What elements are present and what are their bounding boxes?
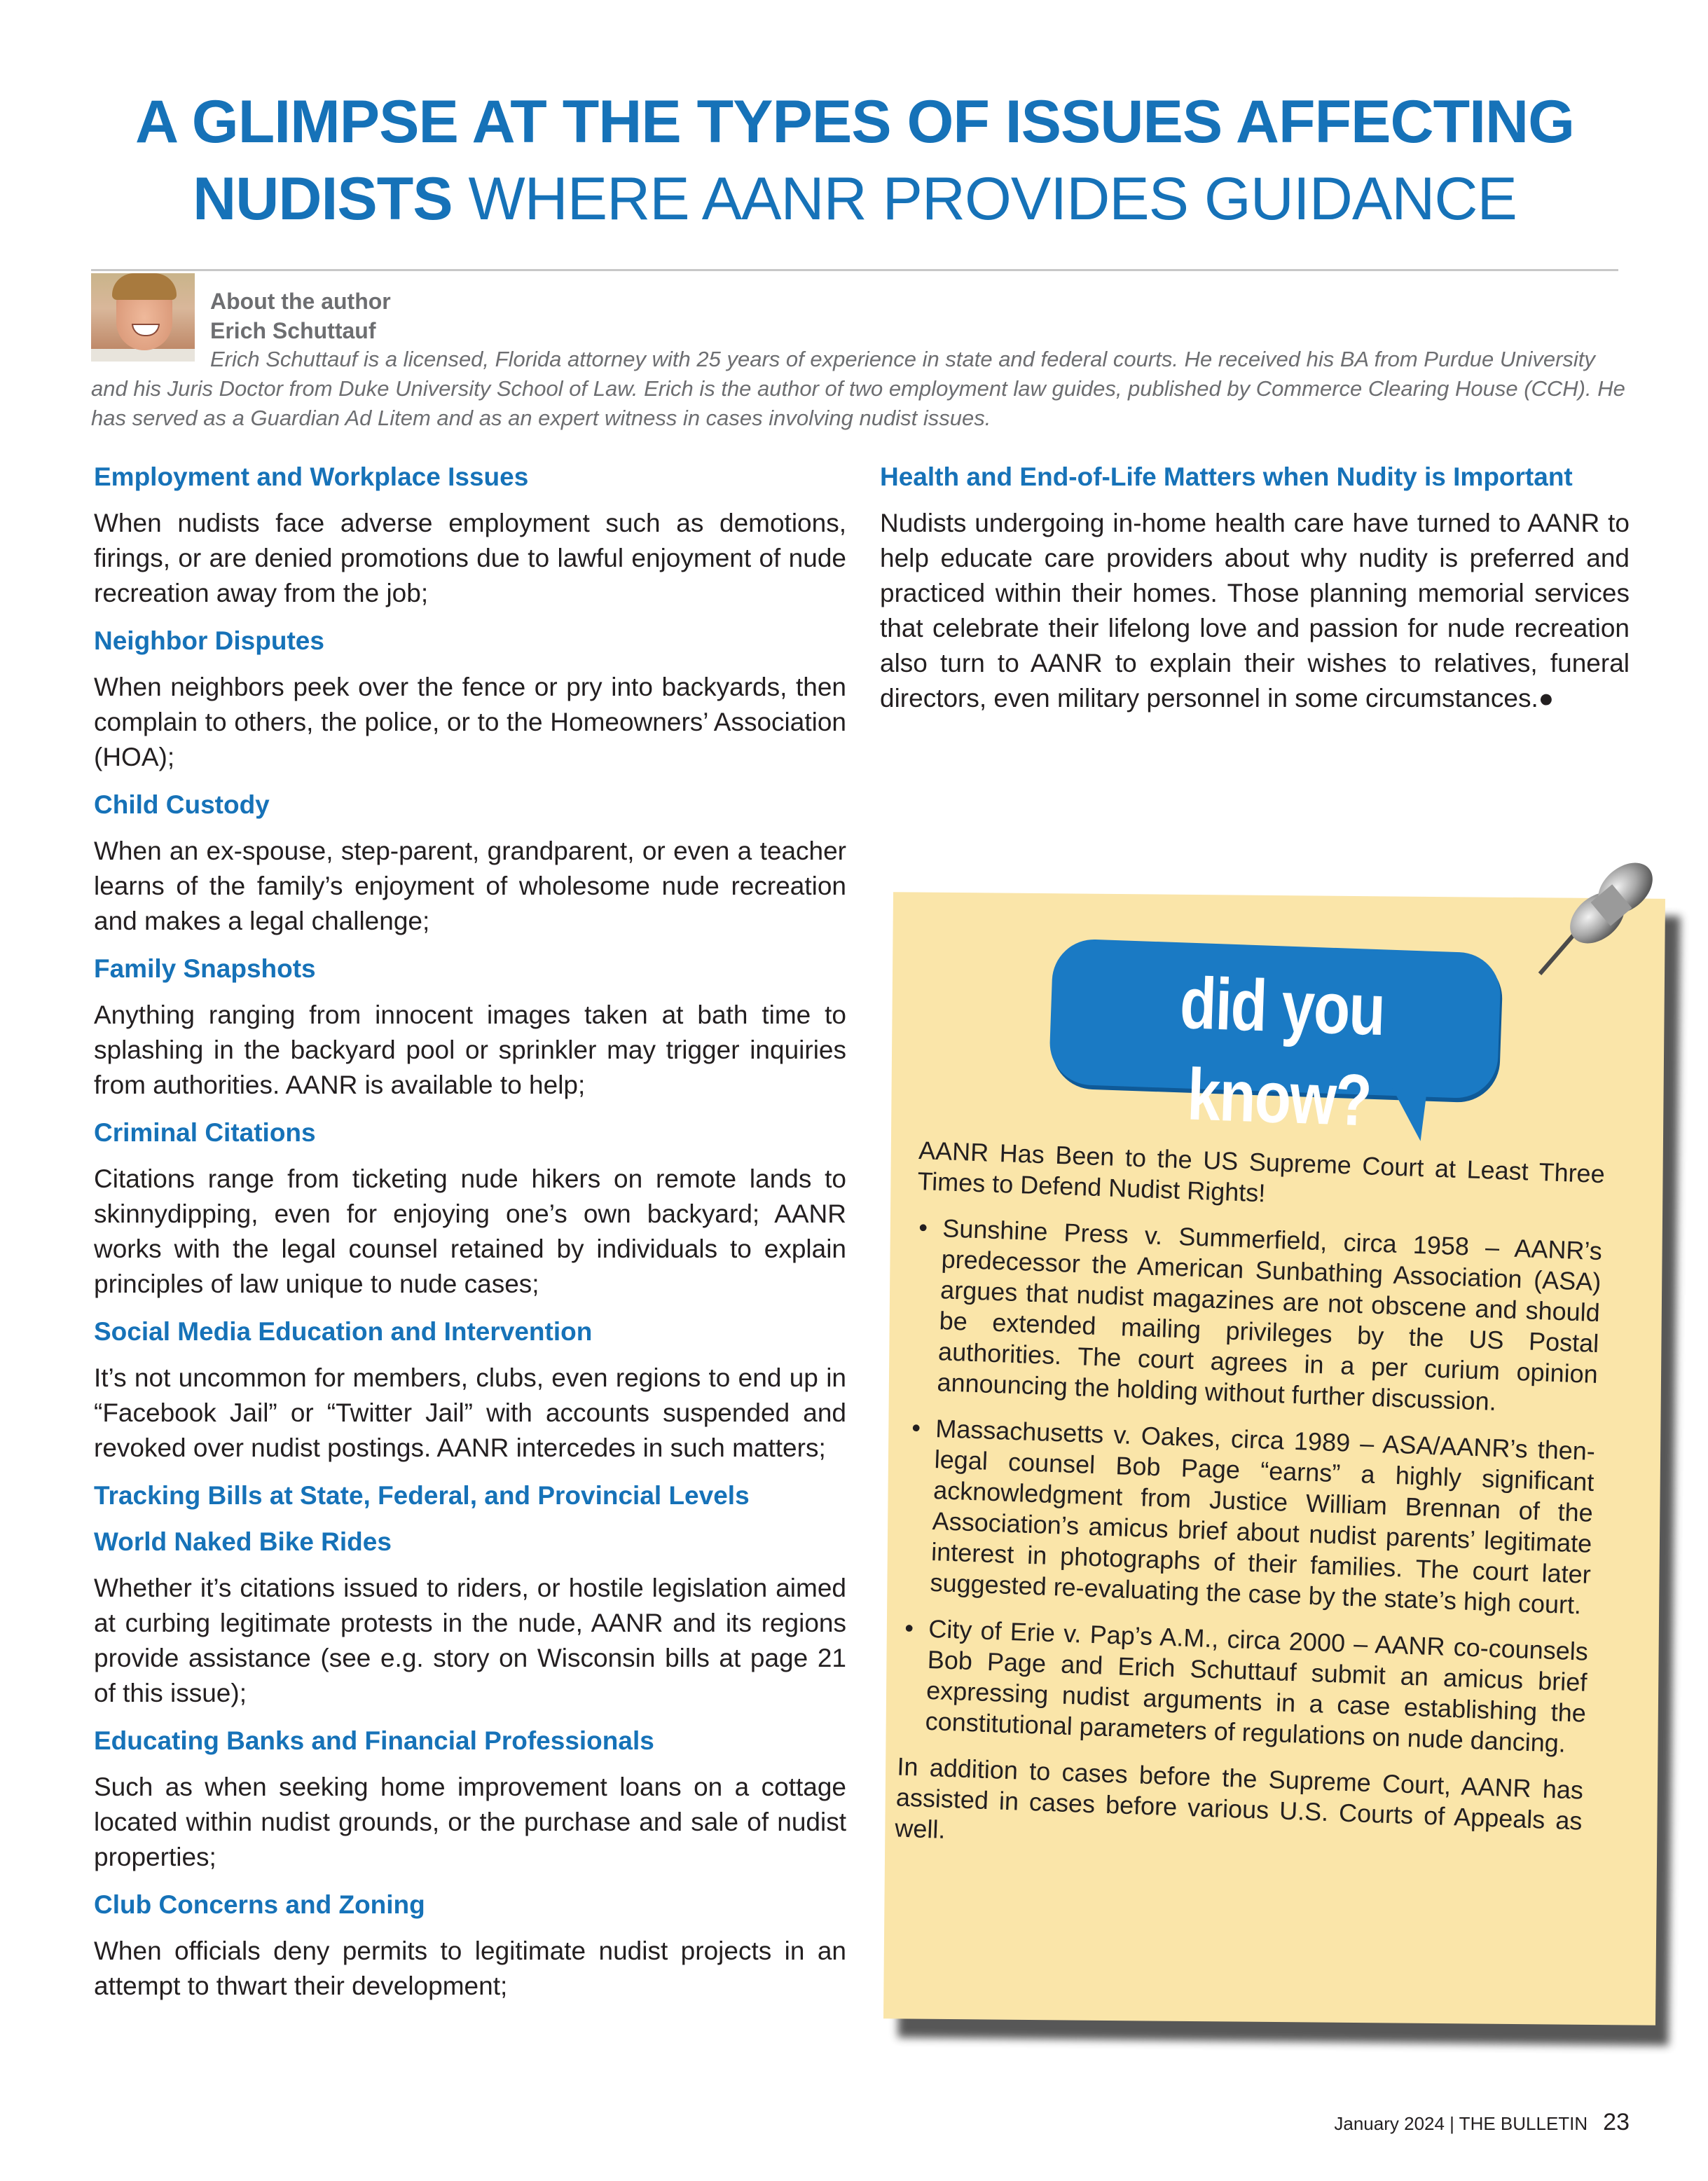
section-bike-rides — [94, 1525, 846, 1711]
section-body: Whether it’s citations issued to riders, or hostile legislation aimed at curbing legitimate protests in the nude, AANR and its regions provide assistance (see e.g. story on Wisconsin bills at page 21 of this issue); — [94, 1574, 846, 1707]
section-social-media — [94, 1314, 846, 1466]
section-body: When an ex-spouse, step-parent, grandparent, or even a teacher learns of the family’s enjoyment of wholesome nude recreation and makes a legal challenge; — [94, 837, 846, 935]
section-criminal-citations — [94, 1115, 846, 1302]
case-item: • Sunshine Press v. Summerfield, circa 1958 – AANR’s predecessor the American Sunbathing Association (ASA) argues that nudist magazines are not obscene and should be extended mailing privileges by the US Postal authorities. The court agrees in a per curium opinion announcing the holding without further discussion. — [910, 1212, 1603, 1421]
section-body: When nudists face adverse employment such as demotions, firings, or are denied promotions due to lawful enjoyment of nude recreation away from the job; — [94, 509, 846, 607]
section-neighbor-disputes — [94, 624, 846, 775]
section-family-snapshots — [94, 951, 846, 1103]
issue-label: January 2024 | THE BULLETIN — [1334, 2113, 1588, 2134]
section-body-health — [880, 506, 1630, 716]
title-line-2-bold: NUDISTS — [193, 165, 453, 233]
note-outro: In addition to cases before the Supreme Court, AANR has assisted in cases before various U.S. Courts of Appeals as well. — [894, 1752, 1584, 1844]
section-employment — [94, 460, 846, 611]
author-label: About the author — [210, 289, 391, 314]
section-zoning — [94, 1887, 846, 2004]
did-you-know-content — [894, 1135, 1605, 1883]
section-heading: Family Snapshots — [94, 954, 316, 983]
section-child-custody — [94, 787, 846, 939]
section-heading: World Naked Bike Rides — [94, 1527, 392, 1556]
author-bio-text: Erich Schuttauf is a licensed, Florida attorney with 25 years of experience in state and federal courts. He received his BA from Purdue University and his Juris Doctor from Duke University School of Law. Erich is the author of two employment law guides, published by Commerce Clearing House (CCH). He has served as a Guardian Ad Litem and as an expert witness in cases involving nudist issues. — [91, 347, 1625, 430]
health-body-text: Nudists undergoing in-home health care have turned to AANR to help educate care providers about why nudity is preferred and practiced within their homes. Those planning memorial services that celebrate their lifelong love and passion for nude recreation also turn to AANR to explain their wishes to relatives, funeral directors, even military personnel in some circumstances. — [880, 509, 1630, 713]
section-tracking-bills — [94, 1478, 846, 1513]
section-body: When neighbors peek over the fence or pry into backyards, then complain to others, the police, or to the Homeowners’ Association (HOA); — [94, 673, 846, 771]
title-divider — [91, 269, 1618, 271]
section-body: It’s not uncommon for members, clubs, even regions to end up in “Facebook Jail” or “Twitter Jail” with accounts suspended and revoked over nudist postings. AANR intercedes in such matters; — [94, 1363, 846, 1462]
note-intro: AANR Has Been to the US Supreme Court at Least Three Times to Defend Nudist Rights! — [916, 1135, 1606, 1208]
right-column — [880, 460, 1630, 729]
left-column — [94, 460, 846, 2016]
section-heading: Club Concerns and Zoning — [94, 1890, 425, 1919]
title-line-2-rest: WHERE AANR PROVIDES GUIDANCE — [452, 165, 1517, 233]
section-heading-health: Health and End-of-Life Matters when Nudity is Important — [880, 462, 1573, 491]
section-body: Such as when seeking home improvement loans on a cottage located within nudist grounds, or the purchase and sale of nudist properties; — [94, 1773, 846, 1871]
section-banks — [94, 1724, 846, 1875]
title-line-1-text: A GLIMPSE AT THE TYPES OF ISSUES AFFECTING — [135, 88, 1574, 156]
page-number: 23 — [1603, 2109, 1630, 2135]
section-heading: Neighbor Disputes — [94, 626, 324, 655]
section-heading: Educating Banks and Financial Professionals — [94, 1726, 654, 1755]
section-heading: Tracking Bills at State, Federal, and Provincial Levels — [94, 1481, 750, 1510]
section-body: Anything ranging from innocent images taken at bath time to splashing in the backyard pool or sprinkler may trigger inquiries from authorities. AANR is available to help; — [94, 1000, 846, 1099]
author-bio — [91, 345, 1632, 433]
page-title-line-2 — [84, 160, 1625, 238]
section-heading: Child Custody — [94, 790, 270, 819]
author-name: Erich Schuttauf — [210, 318, 376, 343]
page-footer — [1334, 2109, 1630, 2136]
section-body: When officials deny permits to legitimate nudist projects in an attempt to thwart their development; — [94, 1936, 846, 2000]
section-heading: Social Media Education and Intervention — [94, 1317, 593, 1346]
section-heading: Criminal Citations — [94, 1118, 316, 1147]
section-heading: Employment and Workplace Issues — [94, 462, 529, 491]
case-item: • Massachusetts v. Oakes, circa 1989 – ASA/AANR’s then-legal counsel Bob Page “earns” a highly significant acknowledgment from Justice William Brennan of the Association’s amicus brief about nudist parents’ legitimate interest in photographs of their families. The court later suggested re-evaluating the case by the state’s high court. — [903, 1412, 1596, 1621]
end-of-article-mark: ● — [1538, 684, 1555, 713]
did-you-know-heading: did you know? — [1178, 962, 1386, 1142]
section-body: Citations range from ticketing nude hikers on remote lands to skinnydipping, even for enjoying one’s own backyard; AANR works with the legal counsel retained by individuals to explain principles of law unique to nude cases; — [94, 1164, 846, 1298]
case-list — [898, 1212, 1603, 1760]
pushpin-icon — [1527, 848, 1667, 988]
page-title-line-1 — [84, 83, 1625, 161]
case-item: • City of Erie v. Pap’s A.M., circa 2000 – AANR co-counsels Bob Page and Erich Schuttauf submit an amicus brief expressing nudist arguments in a case establishing the constitutional parameters of regulations on nude dancing. — [898, 1613, 1589, 1760]
